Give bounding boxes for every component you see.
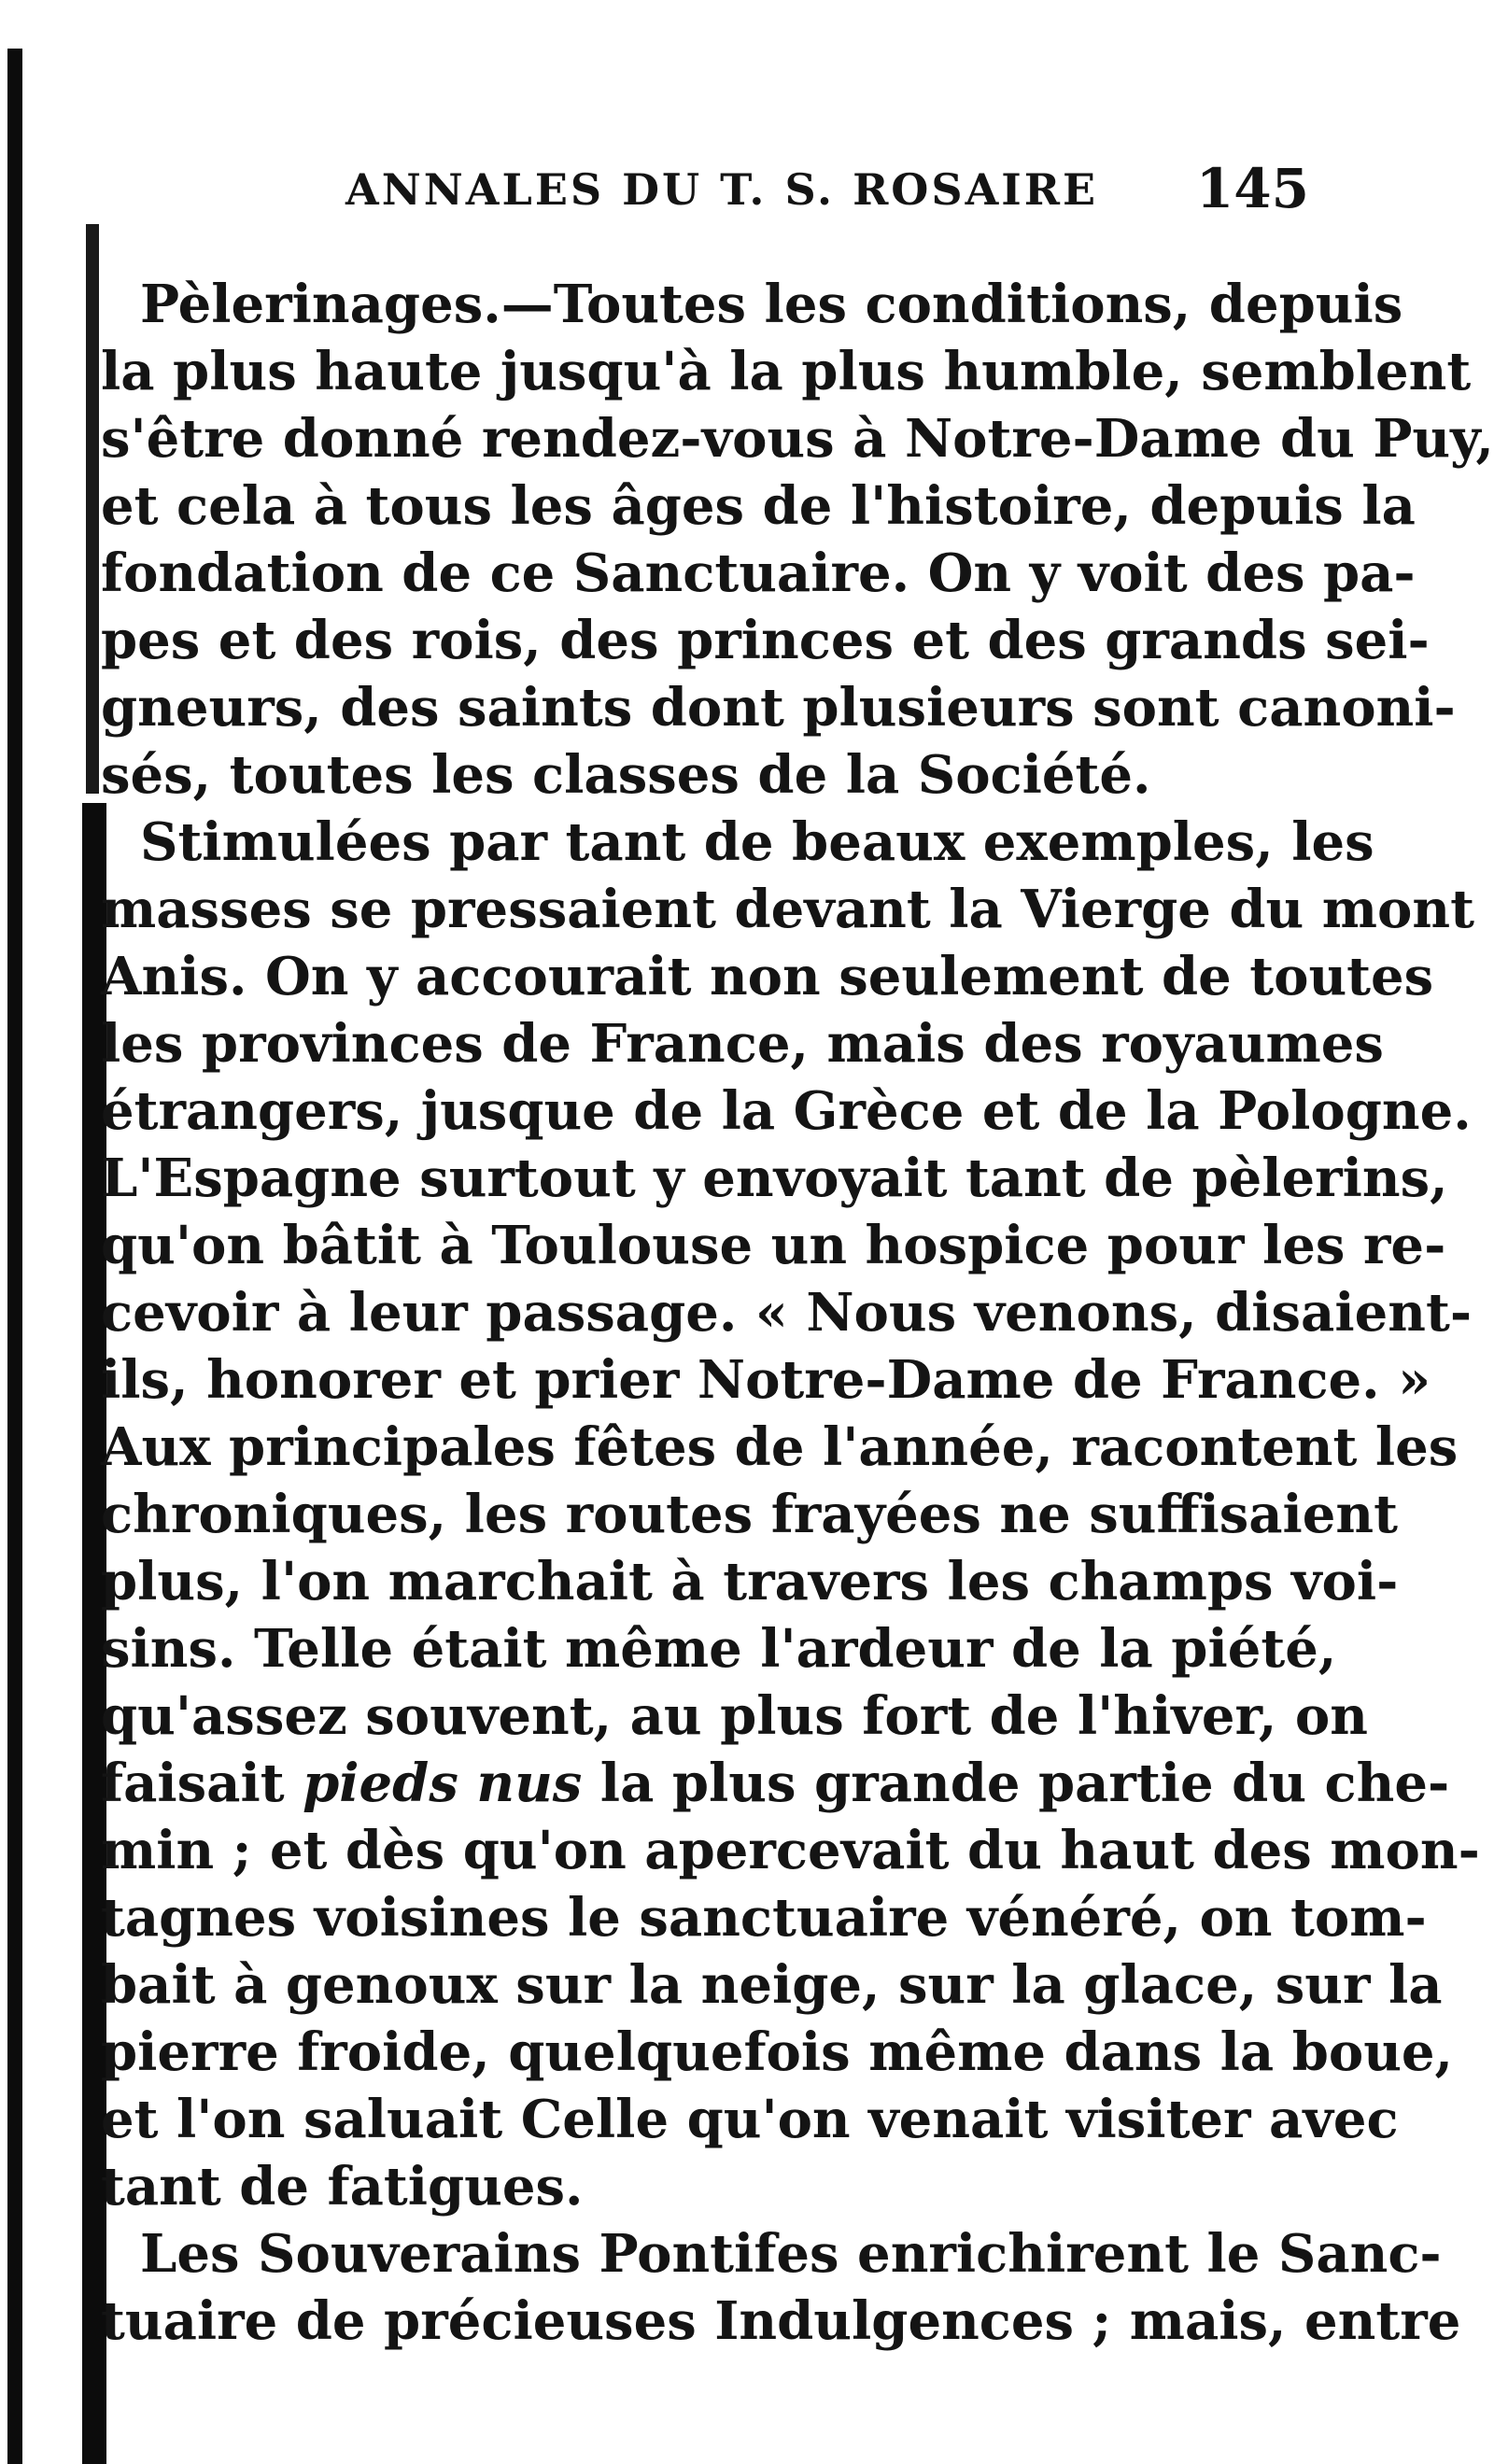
- text-line: et cela à tous les âges de l'histoire, depuis la: [101, 475, 1416, 537]
- text-line: gneurs, des saints dont plusieurs sont canoni-: [101, 677, 1456, 739]
- running-title: ANNALES DU T. S. ROSAIRE: [345, 164, 1099, 215]
- text-line: masses se pressaient devant la Vierge du mont: [101, 879, 1474, 940]
- text-line: Pèlerinages.—Toutes les conditions, depuis: [140, 274, 1403, 335]
- paragraph-souverains: [101, 2220, 1461, 2355]
- page-binding-shadow: [7, 49, 22, 2464]
- paragraph-pelerinages: [101, 271, 1494, 809]
- text-line: sins. Telle était même l'ardeur de la piété,: [101, 1618, 1337, 1680]
- text-line: chroniques, les routes frayées ne suffisaient: [101, 1484, 1399, 1545]
- paragraph-stimulees: [101, 809, 1480, 2220]
- text-line: ils, honorer et prier Notre-Dame de France. »: [101, 1349, 1431, 1411]
- text-line: tuaire de précieuses Indulgences ; mais, entre: [101, 2290, 1461, 2352]
- text-line: s'être donné rendez-vous à Notre-Dame du Puy,: [101, 408, 1494, 470]
- text-line: Les Souverains Pontifes enrichirent le Sanc-: [140, 2223, 1442, 2285]
- body-text: [101, 271, 1494, 2355]
- text-line: sés, toutes les classes de la Société.: [101, 744, 1151, 806]
- text-line: cevoir à leur passage. « Nous venons, disaient-: [101, 1282, 1473, 1344]
- text-line: Anis. On y accourait non seulement de toutes: [101, 946, 1434, 1007]
- text-line: qu'on bâtit à Toulouse un hospice pour les re-: [101, 1215, 1446, 1276]
- text-line: étrangers, jusque de la Grèce et de la Pologne.: [101, 1080, 1472, 1142]
- text-line: qu'assez souvent, au plus fort de l'hiver, on: [101, 1685, 1368, 1747]
- page-header: [345, 157, 1335, 232]
- text-line: Stimulées par tant de beaux exemples, les: [140, 811, 1374, 873]
- text-line: L'Espagne surtout y envoyait tant de pèlerins,: [101, 1148, 1448, 1209]
- text-line: min ; et dès qu'on apercevait du haut des mon-: [101, 1820, 1480, 1881]
- page-gutter-shadow-upper: [86, 224, 99, 794]
- text-line: Aux principales fêtes de l'année, racontent les: [101, 1416, 1459, 1478]
- page-number: 145: [1195, 157, 1309, 220]
- text-line: bait à genoux sur la neige, sur la glace, sur la: [101, 1954, 1443, 2016]
- text-line: pierre froide, quelquefois même dans la boue,: [101, 2021, 1454, 2083]
- text-line: tagnes voisines le sanctuaire vénéré, on tom-: [101, 1887, 1427, 1949]
- text-line: tant de fatigues.: [101, 2156, 584, 2218]
- text-line: plus, l'on marchait à travers les champs voi-: [101, 1551, 1399, 1612]
- text-line: fondation de ce Sanctuaire. On y voit des pa-: [101, 542, 1416, 604]
- text-line: la plus haute jusqu'à la plus humble, semblent: [101, 341, 1472, 402]
- text-line: les provinces de France, mais des royaumes: [101, 1013, 1384, 1075]
- text-line: et l'on saluait Celle qu'on venait visiter avec: [101, 2089, 1399, 2150]
- text-line: faisait pieds nus la plus grande partie du che-: [101, 1753, 1450, 1814]
- text-line: pes et des rois, des princes et des grands sei-: [101, 610, 1430, 671]
